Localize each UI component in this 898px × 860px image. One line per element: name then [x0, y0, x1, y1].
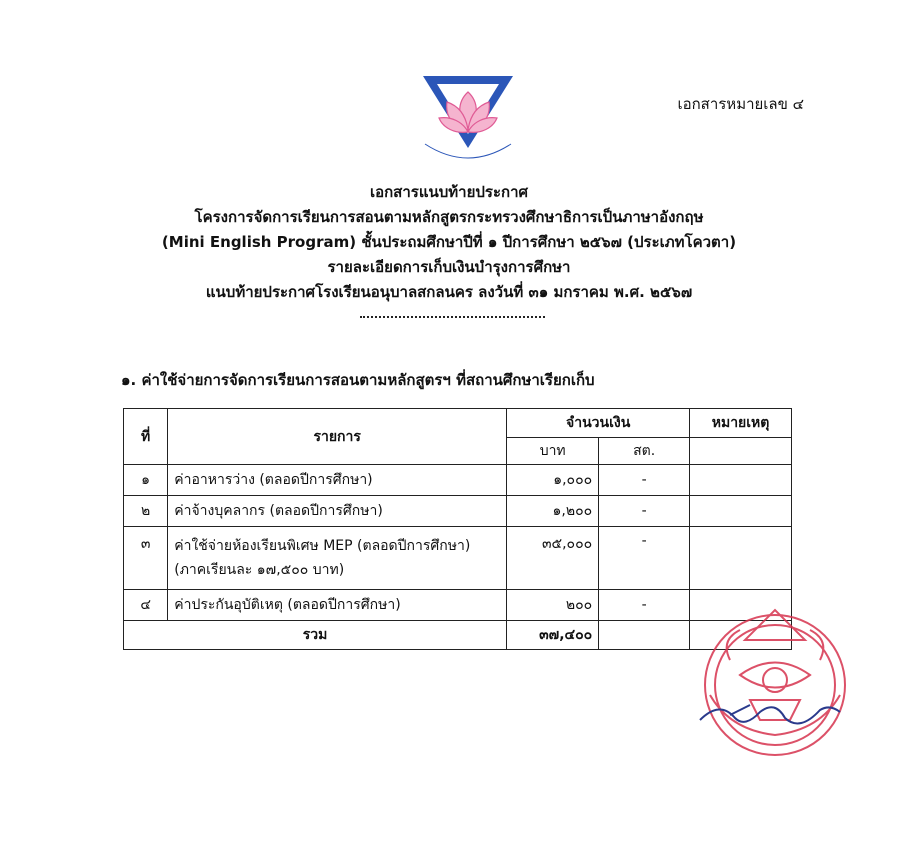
row-satang: - [599, 527, 690, 590]
row-note [690, 465, 792, 496]
total-baht: ๓๗,๔๐๐ [507, 621, 599, 650]
row-item: ค่าอาหารว่าง (ตลอดปีการศึกษา) [168, 465, 507, 496]
header-note: หมายเหตุ [690, 409, 792, 438]
heading-line-5: แนบท้ายประกาศโรงเรียนอนุบาลสกลนคร ลงวันที่ ๓๑ มกราคม พ.ศ. ๒๕๖๗ [205, 283, 693, 301]
row-satang: - [599, 465, 690, 496]
row-item [168, 527, 507, 590]
document-number: เอกสารหมายเลข ๔ [677, 95, 804, 113]
header-no: ที่ [124, 409, 168, 465]
row-note [690, 496, 792, 527]
header-row [124, 409, 792, 438]
row-item-line-1: ค่าใช้จ่ายห้องเรียนพิเศษ MEP (ตลอดปีการศึกษา) [174, 538, 471, 554]
row-item-line-2: (ภาคเรียนละ ๑๗,๕๐๐ บาท) [174, 562, 345, 578]
row-baht: ๓๕,๐๐๐ [507, 527, 599, 590]
header-baht: บาท [507, 438, 599, 465]
total-label: รวม [124, 621, 507, 650]
document-heading [0, 180, 898, 305]
table-row [124, 465, 792, 496]
row-baht: ๑,๒๐๐ [507, 496, 599, 527]
row-no: ๑ [124, 465, 168, 496]
heading-line-4: รายละเอียดการเก็บเงินบำรุงการศึกษา [327, 258, 571, 276]
header-note-blank [690, 438, 792, 465]
row-item: ค่าประกันอุบัติเหตุ (ตลอดปีการศึกษา) [168, 590, 507, 621]
row-item: ค่าจ้างบุคลากร (ตลอดปีการศึกษา) [168, 496, 507, 527]
row-note [690, 527, 792, 590]
total-satang [599, 621, 690, 650]
row-no: ๓ [124, 527, 168, 590]
row-satang: - [599, 590, 690, 621]
table-row [124, 496, 792, 527]
heading-line-2: โครงการจัดการเรียนการสอนตามหลักสูตรกระทรวงศึกษาธิการเป็นภาษาอังกฤษ [194, 208, 704, 226]
row-no: ๒ [124, 496, 168, 527]
header-amount: จำนวนเงิน [507, 409, 690, 438]
row-satang: - [599, 496, 690, 527]
school-seal-stamp [690, 600, 860, 780]
dotted-separator [360, 316, 545, 318]
row-baht: ๑,๐๐๐ [507, 465, 599, 496]
row-baht: ๒๐๐ [507, 590, 599, 621]
header-satang: สต. [599, 438, 690, 465]
row-no: ๔ [124, 590, 168, 621]
header-item: รายการ [168, 409, 507, 465]
heading-line-1: เอกสารแนบท้ายประกาศ [369, 183, 529, 201]
heading-line-3: (Mini English Program) ชั้นประถมศึกษาปีที่ ๑ ปีการศึกษา ๒๕๖๗ (ประเภทโควตา) [161, 233, 737, 251]
school-logo [419, 72, 517, 172]
section-title: ๑. ค่าใช้จ่ายการจัดการเรียนการสอนตามหลักสูตรฯ ที่สถานศึกษาเรียกเก็บ [121, 371, 595, 389]
table-row [124, 527, 792, 590]
